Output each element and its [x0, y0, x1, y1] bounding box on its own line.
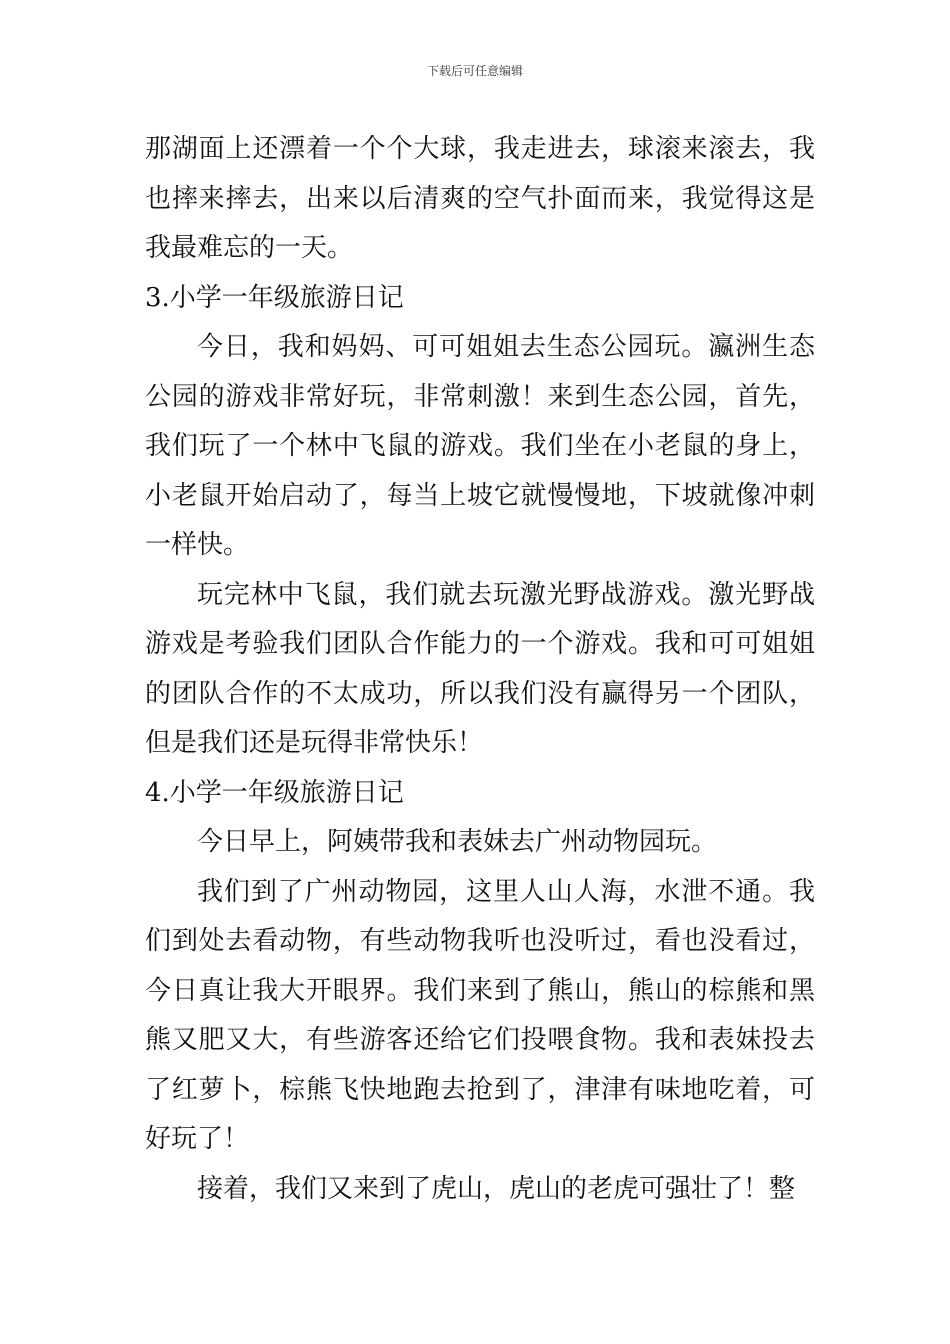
paragraph-5: 我们到了广州动物园，这里人山人海，水泄不通。我们到处去看动物，有些动物我听也没听过，看也没看过，今日真让我大开眼界。我们来到了熊山，熊山的棕熊和黑熊又肥又大，有些游客还给它们投喂食物。我和表妹投去了红萝卜，棕熊飞快地跑去抢到了，津津有味地吃着，可好玩了！: [145, 876, 815, 1154]
paragraph-6: 接着，我们又来到了虎山，虎山的老虎可强壮了！整: [197, 1173, 796, 1204]
paragraph-2: 今日，我和妈妈、可可姐姐去生态公园玩。瀛洲生态公园的游戏非常好玩，非常刺激！来到生态公园，首先，我们玩了一个林中飞鼠的游戏。我们坐在小老鼠的身上，小老鼠开始启动了，每当上坡它就慢慢地，下坡就像冲刺一样快。: [145, 332, 815, 560]
paragraph-1: 那湖面上还漂着一个个大球，我走进去，球滚来滚去，我也摔来摔去，出来以后清爽的空气扑面而来，我觉得这是我最难忘的一天。: [145, 134, 815, 263]
document-body: [145, 125, 815, 1214]
paragraph-4: 今日早上，阿姨带我和表妹去广州动物园玩。: [197, 827, 718, 857]
section-heading-4: 4.小学一年级旅游日记: [145, 777, 404, 808]
section-heading-3: 3.小学一年级旅游日记: [145, 282, 404, 313]
paragraph-3: 玩完林中飞鼠，我们就去玩激光野战游戏。激光野战游戏是考验我们团队合作能力的一个游戏。我和可可姐姐的团队合作的不太成功，所以我们没有赢得另一个团队，但是我们还是玩得非常快乐！: [145, 579, 815, 758]
page-header: 下载后可任意编辑: [426, 64, 523, 78]
